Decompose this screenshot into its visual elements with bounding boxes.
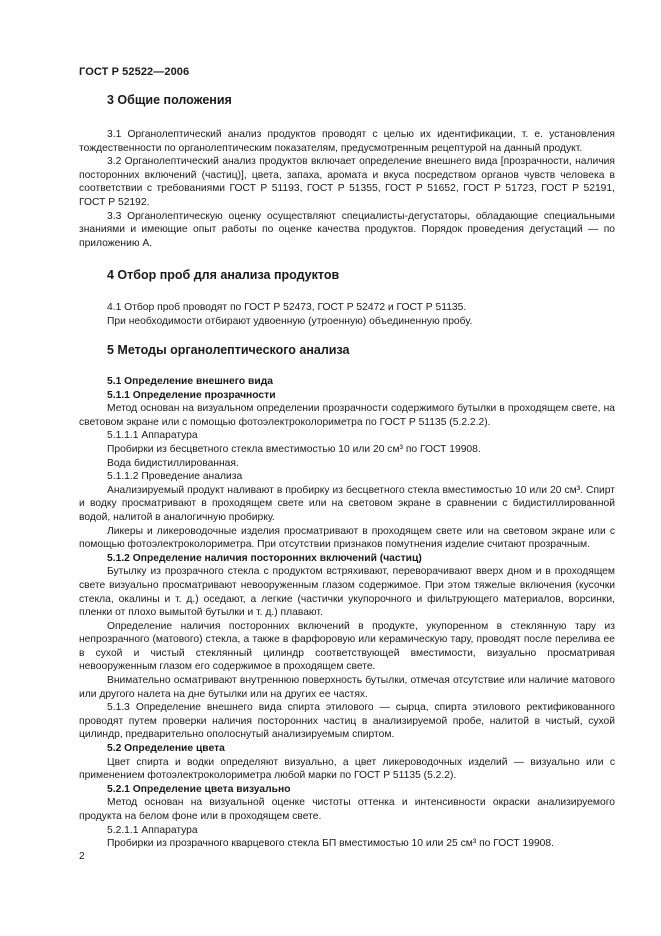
subsection-heading: 5.1.2 Определение наличия посторонних включений (частиц) <box>107 552 422 564</box>
paragraph: 5.1.1.1 Аппаратура <box>107 430 198 442</box>
paragraph: Цвет спирта и водки определяют визуально, а цвет ликероводочных изделий — визуально или с применением фотоэлектроколориметра любой марки по ГОСТ Р 51135 (5.2.2). <box>79 756 615 782</box>
paragraph: При необходимости отбирают удвоенную (утроенную) объединенную пробу. <box>107 315 473 327</box>
paragraph: 3.2 Органолептический анализ продуктов включает определение внешнего вида [прозрачности, наличия посторонних включений (частиц)], цвета, запаха, аромата и вкуса посредством органов чувств человека в соответствии с требованиями ГОСТ Р 51193, ГОСТ Р 51355, ГОСТ Р 51652, ГОСТ Р 51723, ГОСТ Р 52191, ГОСТ Р 52192. <box>79 156 615 208</box>
paragraph: 4.1 Отбор проб проводят по ГОСТ Р 52473, ГОСТ Р 52472 и ГОСТ Р 51135. <box>107 302 467 313</box>
paragraph: 5.2.1.1 Аппаратура <box>107 824 198 836</box>
section-3-body <box>79 128 615 250</box>
subsection-heading: 5.2.1 Определение цвета визуально <box>107 783 291 795</box>
paragraph: Пробирки из прозрачного кварцевого стекла БП вместимостью 10 или 25 см³ по ГОСТ 19908. <box>107 838 554 850</box>
paragraph: Вода бидистиллированная. <box>107 457 239 469</box>
paragraph: 5.1.3 Определение внешнего вида спирта этилового — сырца, спирта этилового ректификованного проводят путем проверки наличия посторонних частиц в анализируемой пробе, налитой в чистый, сухой цилиндр, предварительно ополоснутый анализируемым спиртом. <box>79 702 615 741</box>
section-4-body <box>79 301 615 328</box>
paragraph: Анализируемый продукт наливают в пробирку из бесцветного стекла вместимостью 10 или 20 см³. Спирт и водку просматривают в проходящем свете или на световом экране в сравнении с бидистиллированной водой, налитой в аналогичную пробирку. <box>79 484 615 523</box>
page-number: 2 <box>79 851 85 862</box>
section-5-title: 5 Методы органолептического анализа <box>107 343 350 357</box>
paragraph: Метод основан на визуальной оценке чистоты оттенка и интенсивности окраски анализируемого продукта на белом фоне или в проходящем свете. <box>79 797 615 822</box>
paragraph: Пробирки из бесцветного стекла вместимостью 10 или 20 см³ по ГОСТ 19908. <box>107 443 481 455</box>
paragraph: 3.3 Органолептическую оценку осуществляют специалисты-дегустаторы, обладающие специальными знаниями и имеющие опыт работы по оценке качества продуктов. Порядок проведения дегустаций — по приложению А. <box>79 210 615 249</box>
document-header: ГОСТ Р 52522—2006 <box>79 66 190 78</box>
section-5-body <box>79 375 615 851</box>
paragraph: 5.1.1.2 Проведение анализа <box>107 471 243 483</box>
subsection-heading: 5.2 Определение цвета <box>107 743 225 755</box>
paragraph: 3.1 Органолептический анализ продуктов проводят с целью их идентификации, т. е. установления тождественности по органолептическим показателям, предусмотренным рецептурой на данный продукт. <box>79 129 615 154</box>
subsection-heading: 5.1.1 Определение прозрачности <box>107 389 276 401</box>
paragraph: Бутылку из прозрачного стекла с продуктом встряхивают, переворачивают вверх дном и в проходящем свете визуально просматривают невооруженным глазом содержимое. При этом тяжелые включения (кусочки стекла, окалины и т. д.) оседают, а легкие (частички укупорочного и фильтрующего материалов, ворсинки, пленки от плохо вымытой бутылки и т. д.) плавают. <box>79 566 615 619</box>
paragraph: Определение наличия посторонних включений в продукте, укупоренном в стеклянную тару из непрозрачного (матового) стекла, а также в фарфоровую или керамическую тару, проводят после перелива ее в сухой и чистый стеклянный цилиндр соответствующей вместимости, визуально просматривая невооруженным глазом его содержимое в проходящем свете. <box>79 620 615 673</box>
subsection-heading: 5.1 Определение внешнего вида <box>107 376 273 387</box>
section-3-title: 3 Общие положения <box>107 93 232 107</box>
paragraph: Метод основан на визуальном определении прозрачности содержимого бутылки в проходящем свете, на световом экране или с помощью фотоэлектроколориметра по ГОСТ Р 51135 (5.2.2.2). <box>79 403 615 428</box>
section-4-title: 4 Отбор проб для анализа продуктов <box>107 268 340 282</box>
paragraph: Внимательно осматривают внутреннюю поверхность бутылки, отмечая отсутствие или наличие матового или другого налета на дне бутылки или на других ее частях. <box>79 675 615 700</box>
paragraph: Ликеры и ликероводочные изделия просматривают в проходящем свете или на световом экране или с помощью фотоэлектроколориметра. При отсутствии признаков помутнения изделие считают прозрачным. <box>79 525 615 551</box>
